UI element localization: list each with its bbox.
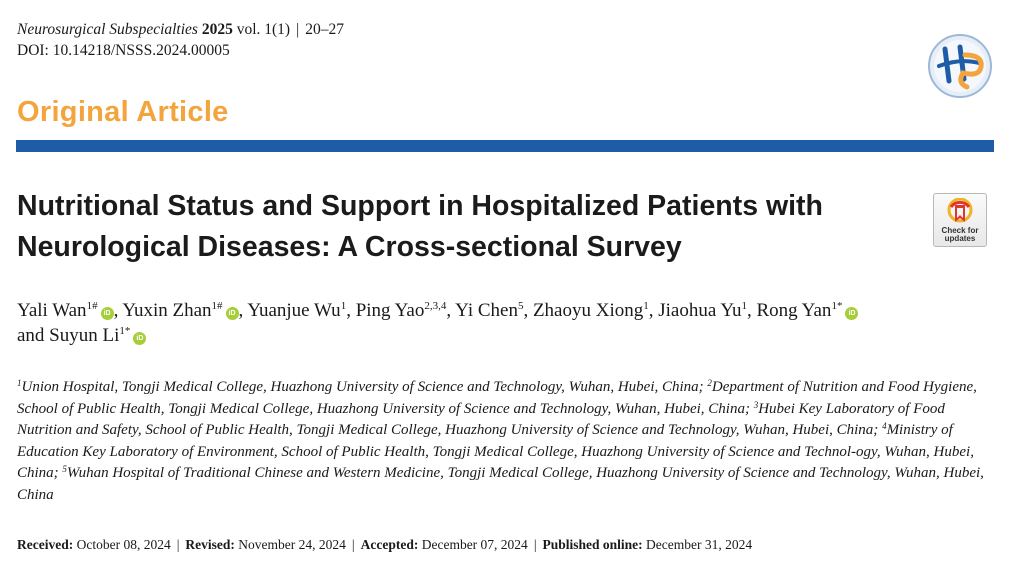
orcid-icon[interactable]: iD bbox=[133, 332, 146, 345]
author-list bbox=[17, 298, 997, 348]
author-separator: , bbox=[648, 300, 659, 321]
received-date: October 08, 2024 bbox=[76, 537, 171, 552]
author-separator: , bbox=[238, 300, 248, 321]
publication-dates bbox=[17, 536, 752, 554]
date-separator: | bbox=[176, 537, 180, 552]
hs-journal-logo-icon[interactable] bbox=[927, 33, 993, 99]
check-for-updates-button[interactable] bbox=[933, 193, 987, 247]
author-name: Ping Yao bbox=[355, 300, 425, 321]
author-affiliation-sup: 1 bbox=[340, 300, 347, 312]
author-affiliation-sup: 1 bbox=[643, 300, 649, 312]
header-divider bbox=[16, 140, 994, 152]
crossmark-icon bbox=[947, 198, 973, 226]
author-affiliation-sup: 1* bbox=[831, 300, 843, 312]
published-date: December 31, 2024 bbox=[646, 537, 753, 552]
journal-name: Neurosurgical Subspecialties bbox=[17, 21, 198, 38]
citation-separator: | bbox=[296, 21, 300, 38]
published-label: Published online: bbox=[542, 537, 643, 552]
author-affiliation-sup: 5 bbox=[517, 300, 524, 312]
author-affiliation-sup: 1# bbox=[86, 300, 98, 312]
accepted-label: Accepted: bbox=[360, 537, 419, 552]
author-affiliation-sup: 2,3,4 bbox=[424, 300, 447, 312]
journal-pages: 20–27 bbox=[305, 21, 344, 38]
affiliation-text: Union Hospital, Tongji Medical College, Huazhong University of Science and Technology, Wuhan, Hubei, China; bbox=[21, 379, 708, 395]
author-name: Yuxin Zhan bbox=[122, 300, 212, 321]
author-affiliation-sup: 1* bbox=[119, 325, 131, 337]
author-name: Jiaohua Yu bbox=[658, 300, 742, 321]
author-name: Zhaoyu Xiong bbox=[532, 300, 644, 321]
date-separator: | bbox=[533, 537, 537, 552]
article-type-label: Original Article bbox=[17, 96, 229, 128]
author-name: and Suyun Li bbox=[17, 325, 120, 346]
doi[interactable]: DOI: 10.14218/NSSS.2024.00005 bbox=[17, 42, 230, 59]
affiliation-text: Hubei Key Laboratory of Food Nutrition and Safety, School of Public Health, Tongji Medical College, Huazhong University of Science and Technology, Wuhan, Hubei, China; bbox=[17, 400, 945, 438]
journal-volume: vol. 1(1) bbox=[236, 21, 291, 38]
affiliation-text: Ministry of Education Key Laboratory of Environment, School of Public Health, Tongji Medical College, Huazhong University of Science and Technol-ogy, Wuhan, Hubei, China; bbox=[17, 422, 974, 481]
affiliation-sup: 2 bbox=[707, 378, 712, 388]
author-name: Rong Yan bbox=[756, 300, 832, 321]
author-separator: , bbox=[346, 300, 356, 321]
affiliation-sup: 5 bbox=[62, 464, 67, 474]
author-name: Yuanjue Wu bbox=[247, 300, 341, 321]
affiliation-text: Wuhan Hospital of Traditional Chinese and Western Medicine, Tongji Medical College, Huazhong University of Science and Technology, Wuhan, Hubei, China bbox=[17, 465, 984, 503]
orcid-icon[interactable]: iD bbox=[845, 307, 858, 320]
author-separator: , bbox=[446, 300, 456, 321]
author-name: Yali Wan bbox=[17, 300, 87, 321]
revised-date: November 24, 2024 bbox=[238, 537, 346, 552]
journal-year: 2025 bbox=[201, 21, 233, 38]
received-label: Received: bbox=[17, 537, 74, 552]
check-for-updates-label: Check for updates bbox=[941, 226, 979, 243]
accepted-date: December 07, 2024 bbox=[421, 537, 528, 552]
affiliation-text: Department of Nutrition and Food Hygiene, School of Public Health, Tongji Medical College, Huazhong University of Science and Technology, Wuhan, Hubei, China; bbox=[17, 379, 977, 417]
affiliation-sup: 1 bbox=[17, 378, 22, 388]
orcid-icon[interactable]: iD bbox=[101, 307, 114, 320]
author-affiliation-sup: 1 bbox=[741, 300, 747, 312]
author-separator: , bbox=[746, 300, 757, 321]
journal-citation bbox=[17, 20, 344, 40]
affiliation-sup: 3 bbox=[753, 399, 759, 410]
author-name: Yi Chen bbox=[455, 300, 518, 321]
affiliations bbox=[17, 377, 997, 506]
author-separator: , bbox=[113, 300, 123, 321]
revised-label: Revised: bbox=[185, 537, 235, 552]
author-affiliation-sup: 1# bbox=[211, 300, 223, 312]
orcid-icon[interactable]: iD bbox=[226, 307, 239, 320]
article-title: Nutritional Status and Support in Hospitalized Patients with Neurological Diseases: A Cross-sectional Survey bbox=[17, 190, 823, 263]
date-separator: | bbox=[351, 537, 355, 552]
author-separator: , bbox=[523, 300, 533, 321]
affiliation-sup: 4 bbox=[882, 421, 887, 431]
